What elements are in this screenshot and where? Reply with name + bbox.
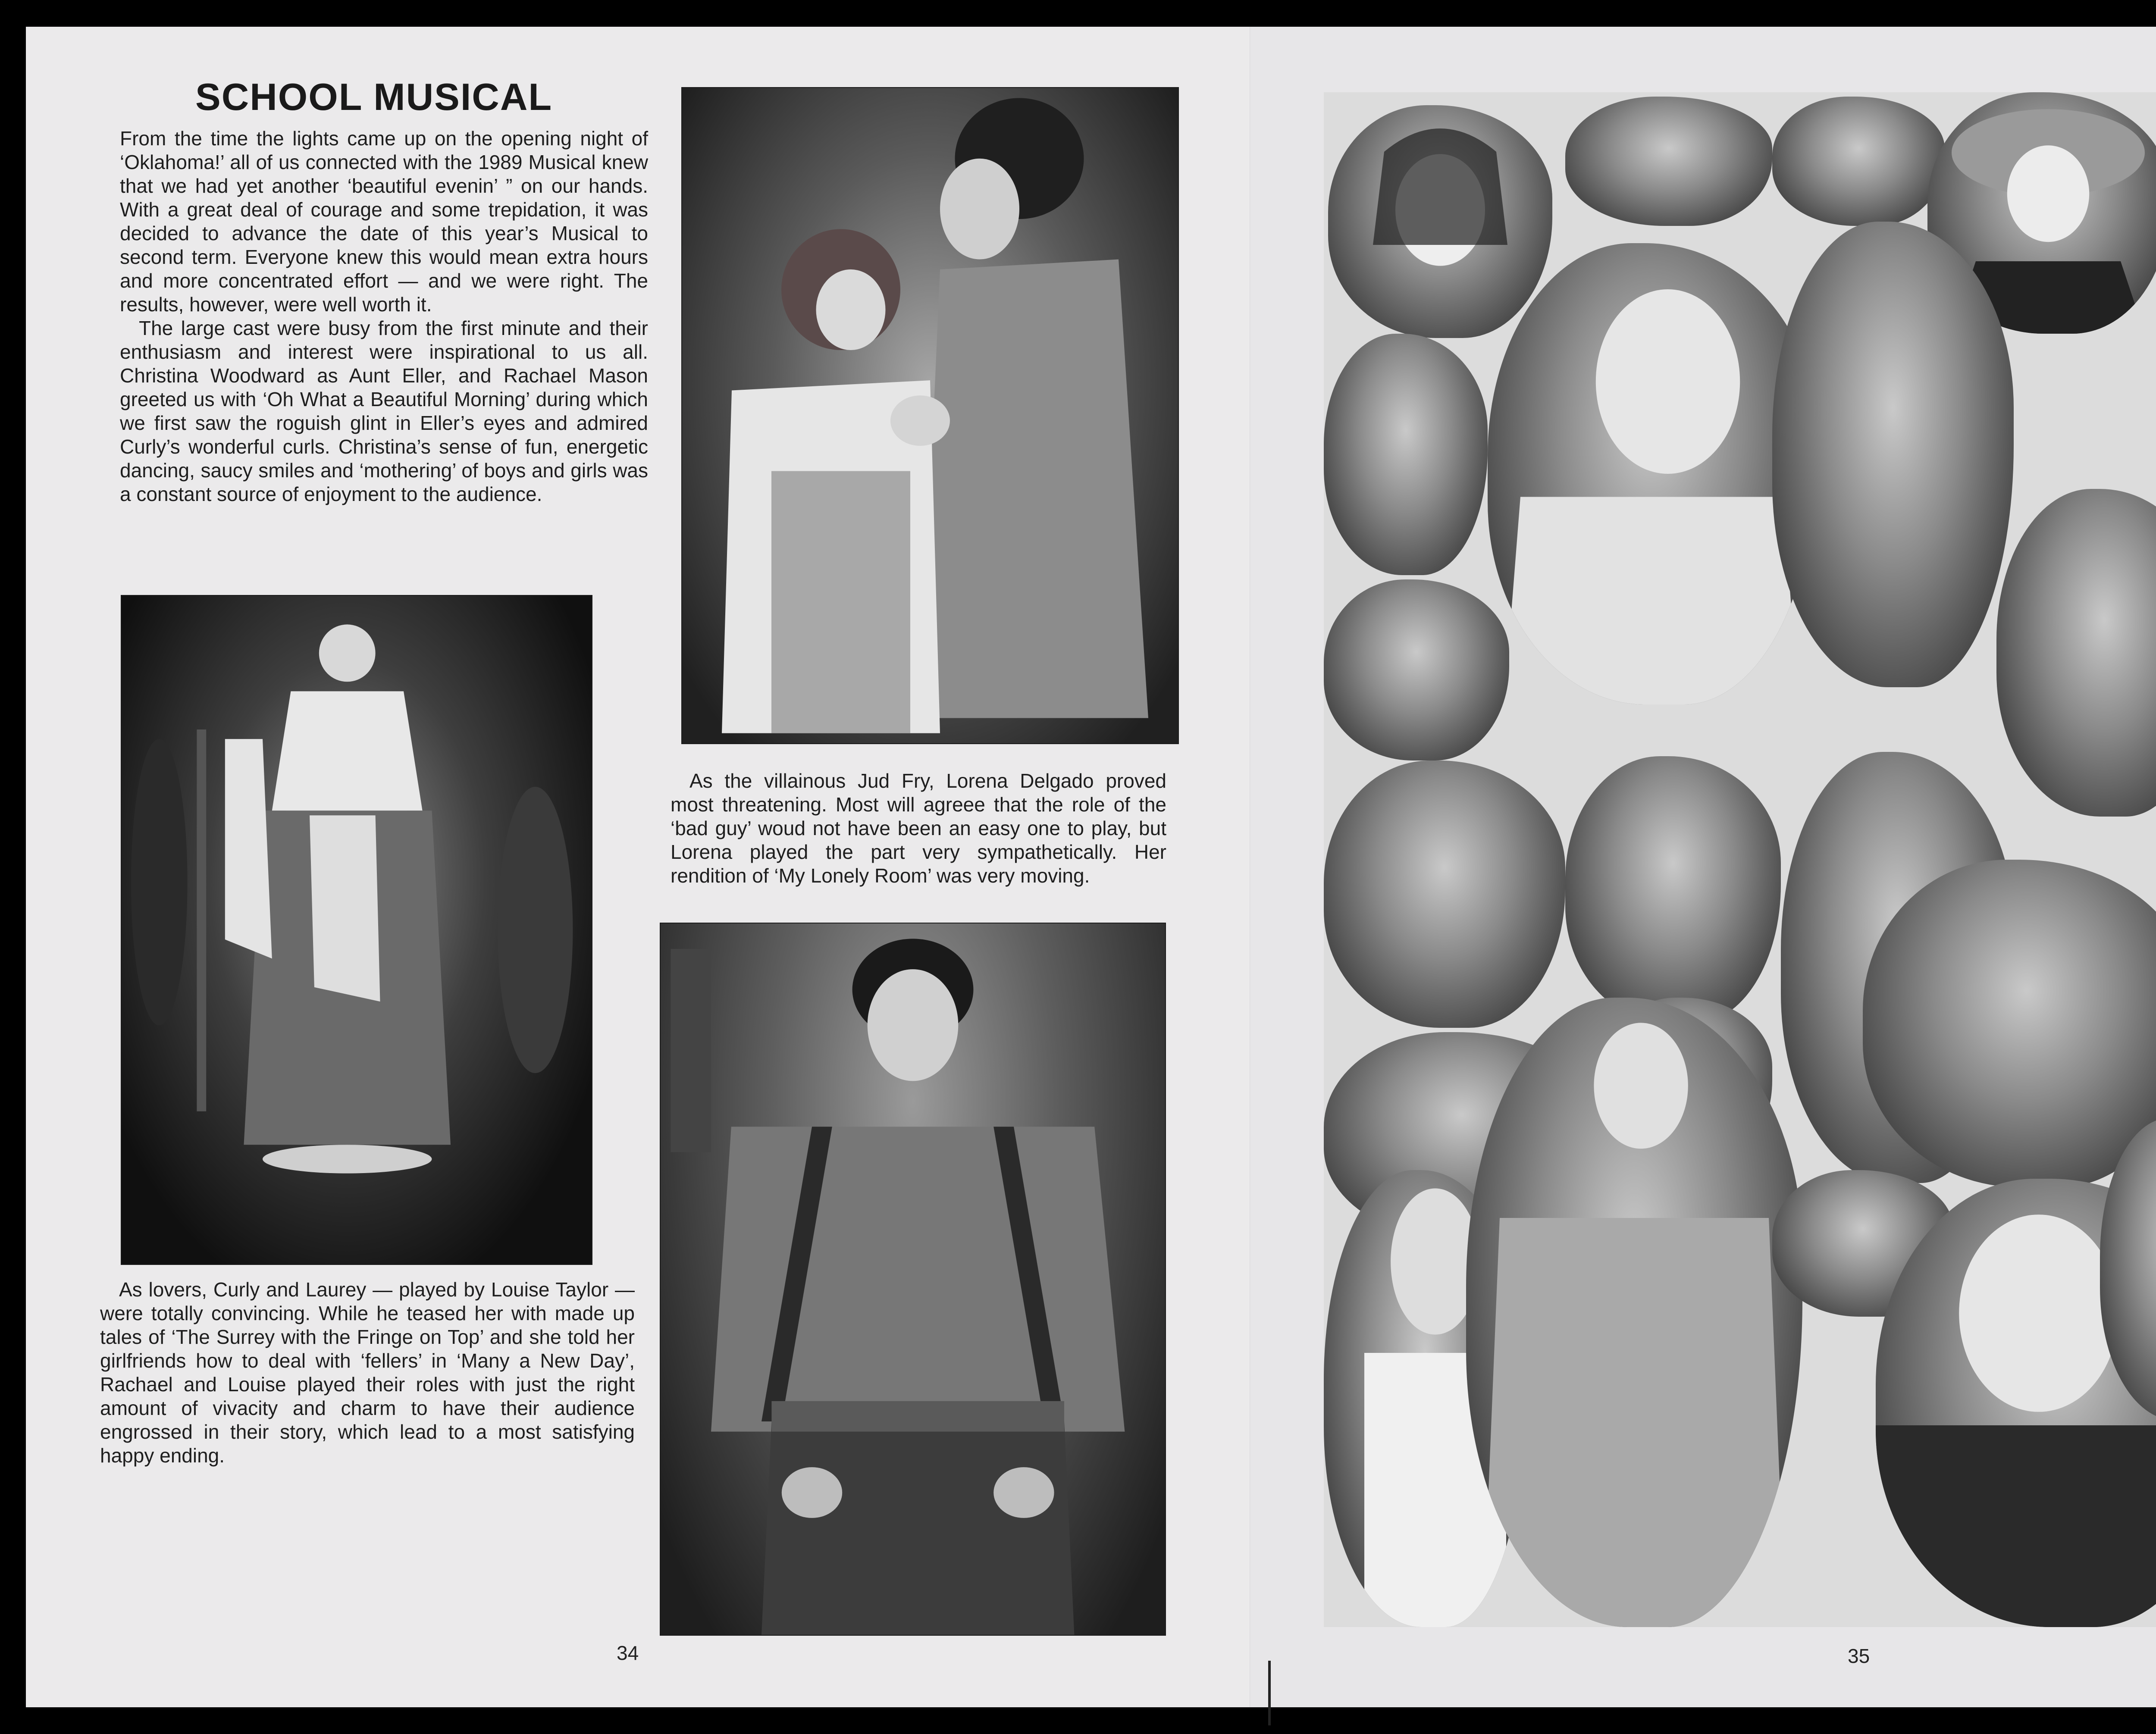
binding-mark — [1268, 1661, 1271, 1725]
page-title: SCHOOL MUSICAL — [195, 75, 553, 118]
jud-caption-text: As the villainous Jud Fry, Lorena Delgado proved most threatening. Most will agreee that the role of the ‘bad guy’ woud not have been an easy one to play, but Lorena played the part very sympathetically. Her rendition of ‘My Lonely Room’ was very moving. — [671, 770, 1166, 887]
collage-photo-6 — [1996, 489, 2156, 817]
collage-photo-8 — [1324, 579, 1509, 761]
collage-photo-5 — [1772, 222, 2014, 687]
page-number-left: 34 — [617, 1642, 639, 1664]
right-page — [1250, 27, 2156, 1707]
lovers-caption — [100, 1278, 635, 1468]
collage-photo-4 — [1324, 334, 1488, 575]
collage-photo-10 — [1565, 756, 1781, 1023]
intro-paragraph-2: The large cast were busy from the first minute and their enthusiasm and interest were inspirational to us all. Christina Woodward as Aunt Eller, and Rachael Mason greeted us with ‘Oh What a Beautiful Morning’ during which we first saw the roguish glint in Eller’s eyes and admired Curly’s wonderful curls. Christina’s sense of fun, energetic dancing, saucy smiles and ‘mothering’ of boys and girls was a constant source of enjoyment to the audience. — [120, 317, 648, 505]
collage-photo-2 — [1772, 97, 1945, 226]
collage-photo-boy — [1488, 243, 1815, 704]
lovers-caption-text: As lovers, Curly and Laurey — played by Louise Taylor — were totally convincing. While he teased her with made up tales of ‘The Surrey with the Fringe on Top’ and she told her girlfriends how to deal with ‘fellers’ in ‘Many a New Day’, Rachael and Louise played their roles with just the right amount of vivacity and charm to have their audience engrossed in their story, which lead to a most satisfying happy ending. — [100, 1278, 635, 1467]
collage-photo-nun — [1328, 105, 1552, 338]
collage-photo-plaid-jacket — [1466, 998, 1802, 1627]
photo-collage — [1324, 92, 2156, 1627]
collage-photo-1 — [1565, 97, 1772, 226]
jud-caption — [671, 769, 1166, 888]
page-number-right: 35 — [1848, 1645, 1870, 1667]
intro-text — [120, 127, 648, 506]
aunt-eller-photo — [121, 595, 592, 1265]
collage-photo-12 — [1863, 860, 2156, 1187]
left-page — [26, 27, 1250, 1707]
curly-singing-photo — [660, 923, 1166, 1636]
curly-laurey-photo — [681, 87, 1179, 744]
collage-photo-9 — [1324, 761, 1565, 1028]
magazine-spread — [26, 27, 2156, 1707]
intro-paragraph-1: From the time the lights came up on the opening night of ‘Oklahoma!’ all of us connected with the 1989 Musical knew that we had yet another ‘beautiful evenin’ ” on our hands. With a great deal of courage and some trepidation, it was decided to advance the date of this year’s Musical to second term. Everyone knew this would mean extra hours and more concentrated effort — and we were right. The results, however, were well worth it. — [120, 127, 648, 316]
